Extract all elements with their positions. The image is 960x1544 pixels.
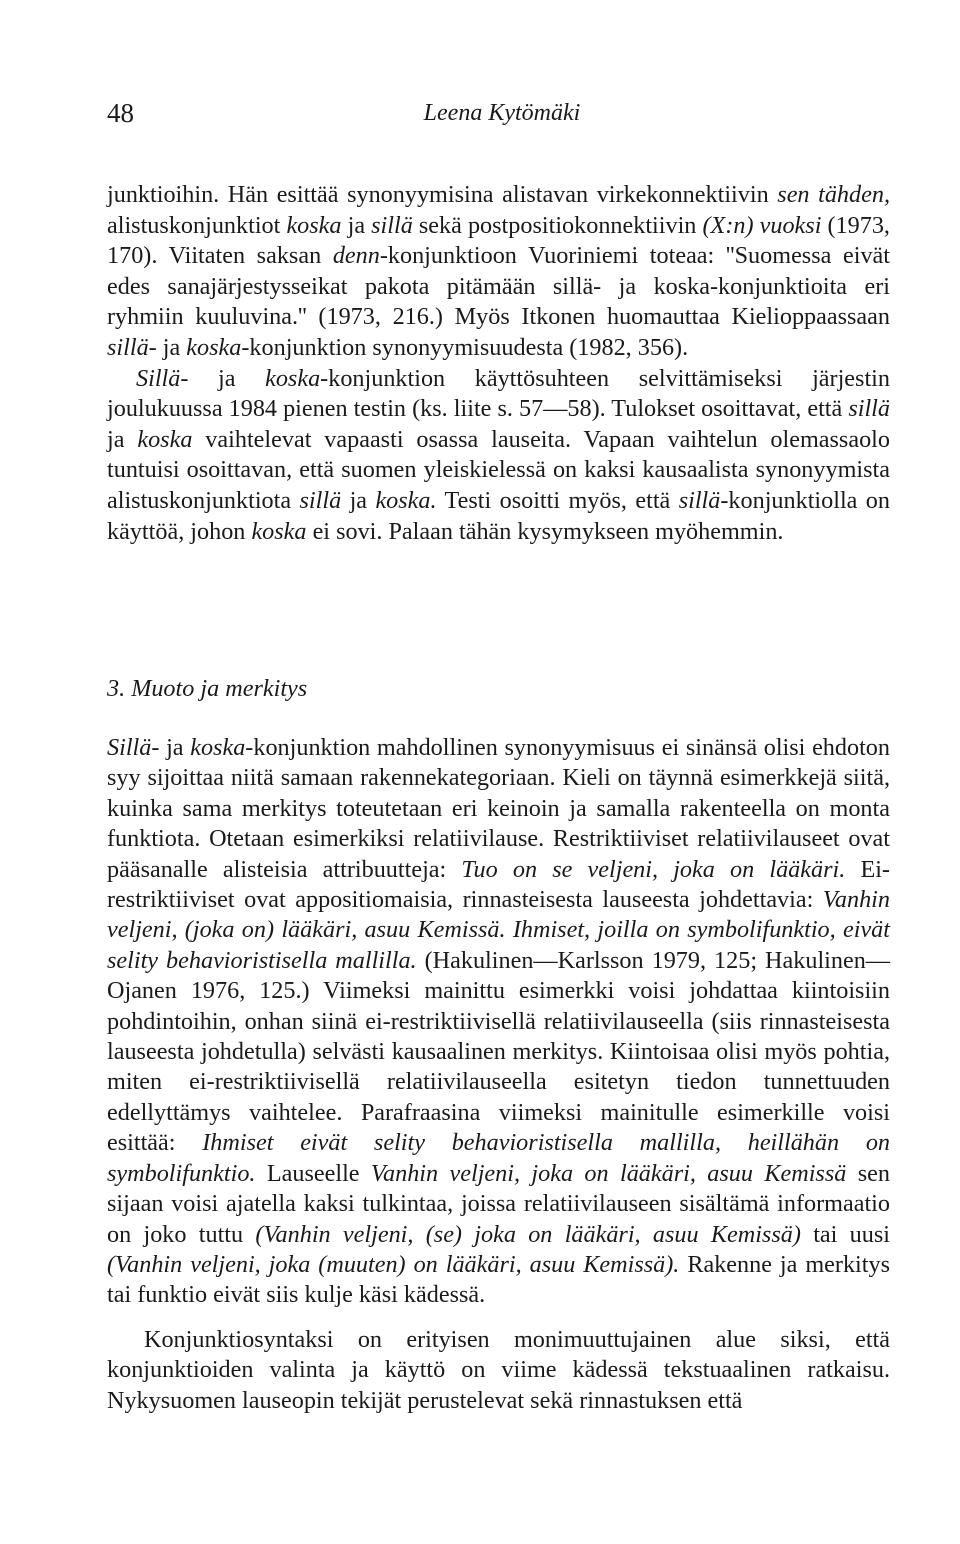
text-run: -konjunktioon Vuoriniemi toteaa: ''Suomessa eivät edes sanajärjestysseikat pakota pitämään sillä- ja koska-konjunktioita eri ryhmiin kuuluvina.'' (1973, 216.) Myös Itkonen huomauttaa Kielioppaassaan xyxy=(107,242,891,331)
body-paragraph xyxy=(107,180,890,364)
text-run: -konjunktiolla on käyttöä, johon xyxy=(107,486,890,545)
italic-text-run: sillä- xyxy=(107,333,157,361)
text-run: ja xyxy=(341,486,376,514)
italic-text-run: Sillä- xyxy=(136,364,189,392)
text-run: Lauseelle xyxy=(255,1159,371,1187)
text-run: sekä postpositiokonnektiivin xyxy=(412,211,703,239)
section-paragraph xyxy=(107,733,890,1311)
text-run: ja xyxy=(188,364,266,392)
italic-text-run: Sillä- xyxy=(107,734,160,761)
italic-text-run: koska xyxy=(286,211,342,239)
text-run: alistuskonjunktiot xyxy=(107,211,287,239)
italic-text-run: Vanhin veljeni, joka on lääkäri, asuu Kemissä xyxy=(370,1159,847,1187)
section-paragraph xyxy=(107,1325,890,1416)
italic-text-run: sillä xyxy=(299,486,342,514)
text-run: ja xyxy=(159,734,191,761)
page-number: 48 xyxy=(107,98,134,128)
italic-text-run: Tuo on se veljeni, joka on lääkäri. xyxy=(461,855,846,883)
body-paragraph xyxy=(107,364,890,548)
italic-text-run: denn xyxy=(332,242,380,270)
running-head-author: Leena Kytömäki xyxy=(423,100,581,126)
italic-text-run: koska. xyxy=(375,486,437,514)
text-run: sen sijaan voisi ajatella kaksi tulkintaa, joissa relatiivilauseen sisältämä informaatio on joko tuttu xyxy=(107,1159,890,1248)
italic-text-run: (X:n) vuoksi xyxy=(702,211,822,239)
text-run: ei sovi. Palaan tähän kysymykseen myöhemmin. xyxy=(306,517,784,545)
text-run: ja xyxy=(341,211,372,239)
body-text xyxy=(107,180,890,547)
italic-text-run: Ihmiset eivät selity behavioristisella mallilla, heillähän on symbolifunktio. xyxy=(107,1129,891,1187)
section-heading: 3. Muoto ja merkitys xyxy=(107,675,308,702)
text-run: tai uusi xyxy=(800,1220,890,1248)
text-run: ja xyxy=(156,333,187,361)
text-run: junktioihin. Hän esittää synonyymisina alistavan virkekonnektiivin xyxy=(107,181,778,208)
italic-text-run: koska xyxy=(190,734,246,761)
italic-text-run: (Vanhin veljeni, joka (muuten) on lääkäri, asuu Kemissä). xyxy=(107,1250,680,1278)
text-run: Ei-restriktiiviset ovat appositiomaisia, rinnasteisesta lauseesta johdettavia: xyxy=(107,855,890,914)
page-header xyxy=(107,98,897,138)
text-run: vaihtelevat vapaasti osassa lauseita. Vapaan vaihtelun olemassaolo tuntuisi osoittavan, että suomen yleiskielessä on kaksi kausaalista synonyymista alistuskonjunktiota xyxy=(107,425,890,514)
text-run: -konjunktion käyttösuhteen selvittämiseksi järjestin joulukuussa 1984 pienen testin (ks. liite s. 57—58). Tulokset osoittavat, että xyxy=(107,364,890,423)
text-run: Konjunktiosyntaksi on erityisen monimuuttujainen alue siksi, että konjunktioiden valinta ja käyttö on viime kädessä tekstuaalinen ratkaisu. Nykysuomen lauseopin tekijät perustelevat sekä rinnastuksen että xyxy=(107,1325,890,1414)
text-run: Rakenne ja merkitys tai funktio eivät siis kulje käsi kädessä. xyxy=(107,1250,890,1309)
text-run: -konjunktion synonyymisuudesta (1982, 356). xyxy=(241,333,689,361)
italic-text-run: sillä xyxy=(371,211,413,239)
text-run: ja xyxy=(107,425,138,453)
italic-text-run: sillä xyxy=(848,395,890,423)
text-run: (Hakulinen—Karlsson 1979, 125; Hakulinen—Ojanen 1976, 125.) Viimeksi mainittu esimerkki voisi johdattaa kiintoisiin pohdintoihin, onhan siinä ei-restriktiivisellä relatiivilauseella (siis rinnasteisesta lauseesta johdetulla) selvästi kausaalinen merkitys. Kiintoisaa olisi myös pohtia, miten ei-restriktiivisellä relatiivilauseella esitetyn tiedon tunnettuuden edellyttämys vaihtelee. Parafraasina viimeksi mainitulle esimerkille voisi esittää: xyxy=(107,946,890,1157)
italic-text-run: sillä xyxy=(678,486,721,514)
italic-text-run: koska xyxy=(251,517,307,545)
italic-text-run: koska xyxy=(265,364,321,392)
italic-text-run: sen tähden, xyxy=(777,181,890,208)
text-run: -konjunktion mahdollinen synonyymisuus ei sinänsä olisi ehdoton syy sijoittaa niitä samaan rakennekategoriaan. Kieli on täynnä esimerkkejä siitä, kuinka sama merkitys toteutetaan eri keinoin ja samalla rakenteella on monta funktiota. Otetaan esimerkiksi relatiivilause. Restriktiiviset relatiivilauseet ovat pääsanalle alisteisia attribuutteja: xyxy=(107,734,890,883)
section-body xyxy=(107,733,890,1416)
italic-text-run: koska xyxy=(186,333,242,361)
italic-text-run: koska xyxy=(137,425,193,453)
text-run: Testi osoitti myös, että xyxy=(436,486,679,514)
italic-text-run: (Vanhin veljeni, (se) joka on lääkäri, asuu Kemissä) xyxy=(255,1220,801,1248)
italic-text-run: Vanhin veljeni, (joka on) lääkäri, asuu Kemissä. Ihmiset, joilla on symbolifunktio, eivät selity behavioristisella mallilla. xyxy=(107,886,890,974)
text-run: (1973, 170). Viitaten saksan xyxy=(107,211,890,270)
